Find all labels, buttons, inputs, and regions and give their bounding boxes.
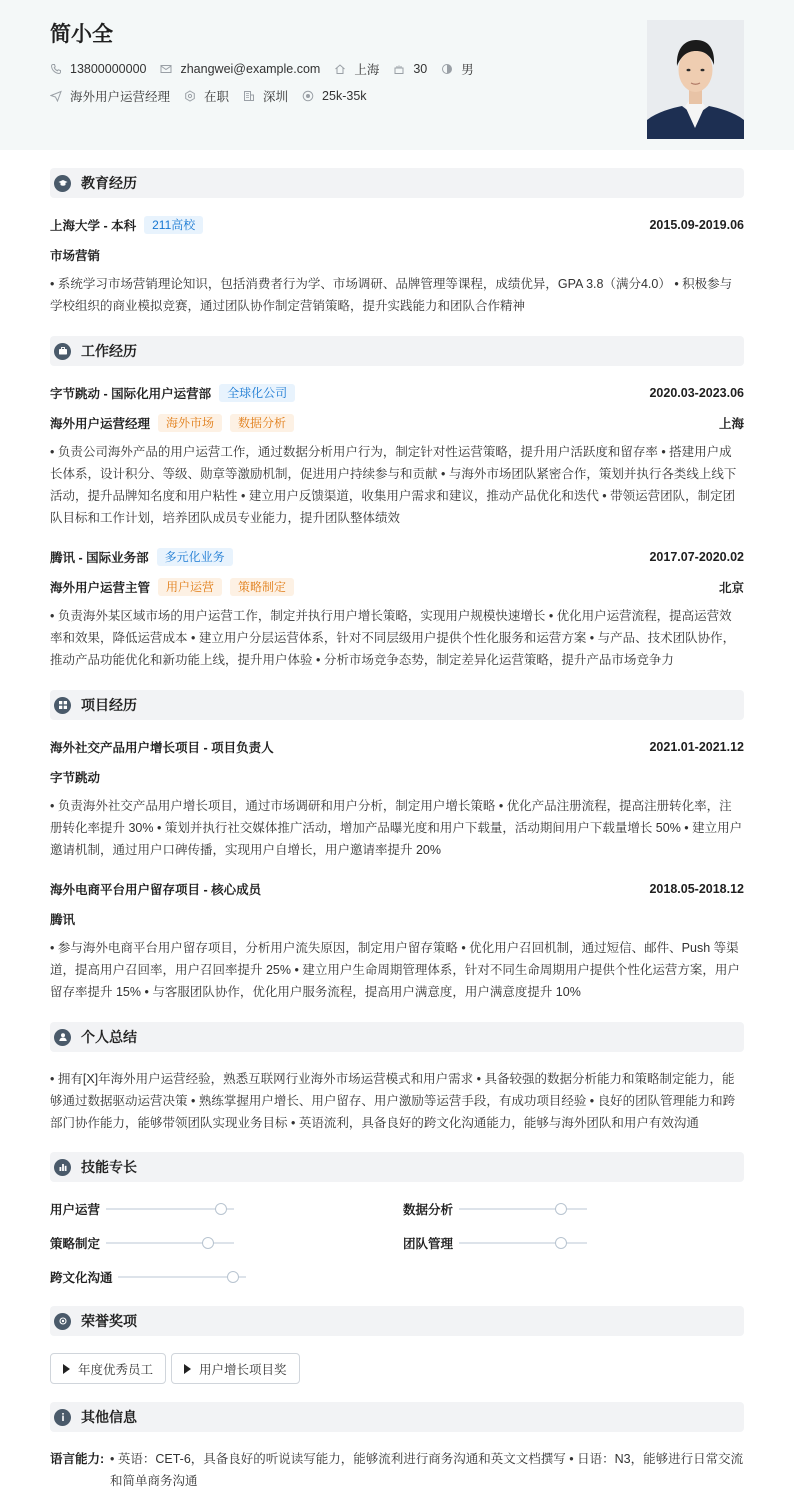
major-name: 市场营销 <box>50 249 101 263</box>
section-title: 荣誉奖项 <box>81 1313 137 1329</box>
candidate-name: 简小全 <box>50 23 113 46</box>
section-other <box>50 1402 744 1432</box>
skill-level-knob <box>555 1237 567 1249</box>
salary-text: 25k-35k <box>322 89 367 103</box>
email-info <box>160 62 320 76</box>
project-description: • 负责海外社交产品用户增长项目，通过市场调研和用户分析，制定用户增长策略 • 优化产品注册流程，提高注册转化率，注册转化率提升 30% • 策划并执行社交媒体推广活动，增加产品曝光度和用户下载量，活动期间用户下载量增长 50% • 建立用户邀请机制，通过用户口碑传播，实现用户自增长，用户邀请率提升 20% <box>50 799 743 857</box>
hometown-info <box>334 60 379 78</box>
section-education <box>50 168 744 198</box>
project-title-row <box>50 738 744 756</box>
education-description: • 系统学习市场营销理论知识，包括消费者行为学、市场调研、品牌管理等课程，成绩优异，GPA 3.8（满分4.0） • 积极参与学校组织的商业模拟竞赛，通过团队协作制定营销策略，提升实践能力和团队合作精神 <box>50 277 733 313</box>
award-name: 用户增长项目奖 <box>199 1362 287 1377</box>
project-title: 海外电商平台用户留存项目 - 核心成员 <box>50 883 262 897</box>
status-info <box>184 87 229 105</box>
skill-level-bar <box>459 1242 587 1244</box>
section-projects <box>50 690 744 720</box>
section-title: 技能专长 <box>81 1159 137 1175</box>
work-role-row <box>50 578 744 596</box>
resume-header <box>0 0 794 150</box>
project-org-row <box>50 910 744 928</box>
play-icon <box>63 1364 70 1374</box>
work-company-row <box>50 548 744 566</box>
project-org: 字节跳动 <box>50 771 101 785</box>
position-text: 海外用户运营经理 <box>70 90 171 104</box>
position-info <box>50 87 170 105</box>
medal-icon <box>54 1313 71 1330</box>
education-header <box>50 216 744 234</box>
award-chip <box>171 1353 300 1384</box>
section-title: 项目经历 <box>81 697 137 713</box>
skill-level-knob <box>215 1203 227 1215</box>
city-text: 深圳 <box>263 90 289 104</box>
section-title: 个人总结 <box>81 1029 137 1045</box>
section-awards <box>50 1306 744 1336</box>
role-title: 海外用户运营主管 <box>50 581 151 595</box>
summary-text: • 拥有[X]年海外用户运营经验，熟悉互联网行业海外市场运营模式和用户需求 • 具备较强的数据分析能力和策略制定能力，能够通过数据驱动运营决策 • 熟练掌握用户增长、用户留存、用户激励等运营手段，有成功项目经验 • 良好的团队管理能力和跨部门协作能力，能够带领团队实现业务目标 • 英语流利，具备良好的跨文化沟通能力，能够与海外团队和用户有效沟通 <box>50 1072 736 1130</box>
briefcase-icon <box>54 343 71 360</box>
skill-level-knob <box>227 1271 239 1283</box>
work-date: 2017.07-2020.02 <box>649 550 744 564</box>
project-title-row <box>50 880 744 898</box>
role-tag: 数据分析 <box>230 414 294 432</box>
salary-info <box>302 89 366 103</box>
company-name: 字节跳动 - 国际化用户运营部 <box>50 387 212 401</box>
project-title: 海外社交产品用户增长项目 - 项目负责人 <box>50 741 274 755</box>
job-row <box>50 87 381 105</box>
skill-level-bar <box>118 1276 246 1278</box>
age-info <box>393 62 427 76</box>
company-tag: 多元化业务 <box>157 548 233 566</box>
school-tag: 211高校 <box>144 216 203 234</box>
education-date: 2015.09-2019.06 <box>649 218 744 232</box>
skill-item <box>50 1268 246 1286</box>
skill-level-bar <box>106 1242 234 1244</box>
skill-item <box>403 1234 587 1252</box>
skill-item <box>50 1200 234 1218</box>
other-label: 语言能力: <box>50 1452 105 1466</box>
skill-name: 跨文化沟通 <box>50 1271 113 1285</box>
age-text: 30 <box>413 62 428 76</box>
section-skills <box>50 1152 744 1182</box>
role-tag: 用户运营 <box>158 578 222 596</box>
gender-info <box>441 60 474 78</box>
section-title: 教育经历 <box>81 175 137 191</box>
other-info-row <box>50 1448 744 1492</box>
section-title: 工作经历 <box>81 343 137 359</box>
user-icon <box>54 1029 71 1046</box>
work-description: • 负责公司海外产品的用户运营工作，通过数据分析用户行为，制定针对性运营策略，提升用户活跃度和留存率 • 搭建用户成长体系，设计积分、等级、勋章等激励机制，促进用户持续参与和贡献 • 与海外市场团队紧密合作，策划并执行各类线上线下活动，提升品牌知名度和用户粘性 • 建立用户反馈渠道，收集用户需求和建议，推动产品优化和迭代 • 带领运营团队，制定团队目标和工作计划，培养团队成员专业能力，提升团队整体绩效 <box>50 445 737 525</box>
section-work <box>50 336 744 366</box>
phone-icon <box>50 63 62 75</box>
award-chip <box>50 1353 166 1384</box>
project-date: 2018.05-2018.12 <box>649 882 744 896</box>
work-role-row <box>50 414 744 432</box>
role-tag: 海外市场 <box>158 414 222 432</box>
work-company-row <box>50 384 744 402</box>
home-icon <box>334 63 346 75</box>
work-date: 2020.03-2023.06 <box>649 386 744 400</box>
project-date: 2021.01-2021.12 <box>649 740 744 754</box>
company-name: 腾讯 - 国际业务部 <box>50 551 149 565</box>
skill-level-bar <box>459 1208 587 1210</box>
skill-level-knob <box>202 1237 214 1249</box>
project-org: 腾讯 <box>50 913 76 927</box>
skill-level-knob <box>555 1203 567 1215</box>
hometown-text: 上海 <box>354 63 380 77</box>
skill-item <box>403 1200 587 1218</box>
project-description: • 参与海外电商平台用户留存项目，分析用户流失原因，制定用户留存策略 • 优化用户召回机制，通过短信、邮件、Push 等渠道，提高用户召回率，用户召回率提升 25% • 建立用户生命周期管理体系，针对不同生命周期用户提供个性化运营方案，用户留存率提升 15% • 与客服团队协作，优化用户服务流程，提高用户满意度，用户满意度提升 10% <box>50 941 740 999</box>
profile-photo <box>647 20 744 139</box>
info-icon <box>54 1409 71 1426</box>
status-text: 在职 <box>204 90 230 104</box>
award-name: 年度优秀员工 <box>78 1362 154 1377</box>
status-icon <box>184 90 196 102</box>
role-title: 海外用户运营经理 <box>50 417 151 431</box>
age-icon <box>393 63 405 75</box>
contact-row <box>50 60 488 78</box>
skill-level-bar <box>106 1208 234 1210</box>
work-description: • 负责海外某区域市场的用户运营工作，制定并执行用户增长策略，实现用户规模快速增长 • 优化用户运营流程，提高运营效率和效果，降低运营成本 • 建立用户分层运营体系，针对不同层级用户提供个性化服务和运营方案 • 与产品、技术团队协作，推动产品功能优化和新功能上线，提升用户体验 • 分析市场竞争态势，制定差异化运营策略，提升产品市场竞争力 <box>50 609 736 667</box>
company-tag: 全球化公司 <box>219 384 295 402</box>
gender-icon <box>441 63 453 75</box>
work-location: 上海 <box>718 417 744 431</box>
phone-text: 13800000000 <box>70 62 147 76</box>
skill-name: 团队管理 <box>403 1237 454 1251</box>
skill-item <box>50 1234 234 1252</box>
grid-icon <box>54 697 71 714</box>
section-title: 其他信息 <box>81 1409 137 1425</box>
salary-icon <box>302 90 314 102</box>
other-value: • 英语：CET-6，具备良好的听说读写能力，能够流利进行商务沟通和英文文档撰写 • 日语：N3，能够进行日常交流和简单商务沟通 <box>110 1452 744 1488</box>
city-info <box>243 87 288 105</box>
section-summary <box>50 1022 744 1052</box>
role-tag: 策略制定 <box>230 578 294 596</box>
graduation-cap-icon <box>54 175 71 192</box>
project-org-row <box>50 768 744 786</box>
gender-text: 男 <box>461 63 474 77</box>
email-text: zhangwei@example.com <box>180 62 321 76</box>
mail-icon <box>160 63 172 75</box>
skill-name: 策略制定 <box>50 1237 101 1251</box>
send-icon <box>50 90 62 102</box>
skill-name: 用户运营 <box>50 1203 101 1217</box>
building-icon <box>243 90 255 102</box>
phone-info <box>50 62 146 76</box>
bar-chart-icon <box>54 1159 71 1176</box>
major-row <box>50 246 744 264</box>
work-location: 北京 <box>718 581 744 595</box>
play-icon <box>184 1364 191 1374</box>
school-name: 上海大学 - 本科 <box>50 219 137 233</box>
skill-name: 数据分析 <box>403 1203 454 1217</box>
